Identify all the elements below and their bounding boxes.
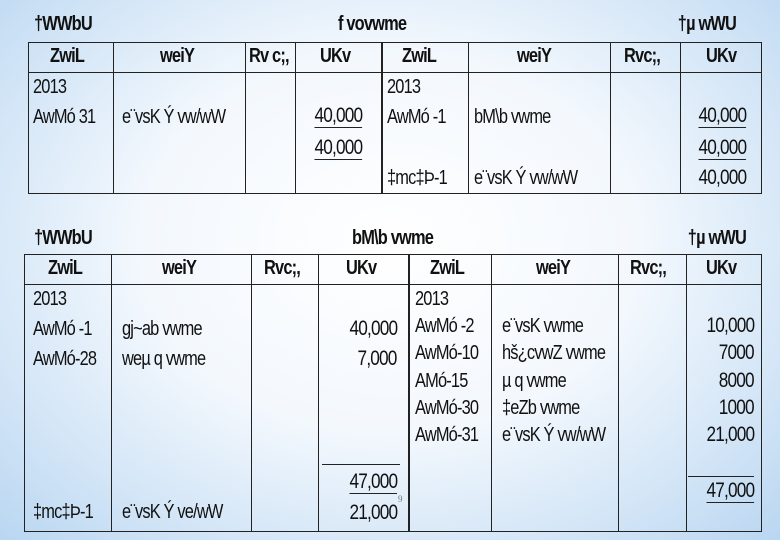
entry-amount: 1000 bbox=[718, 396, 754, 419]
entry-date: AwMó -2 bbox=[415, 315, 474, 337]
entry-amount: 40,000 bbox=[698, 104, 746, 127]
entry-amount: 10,000 bbox=[706, 314, 754, 337]
col-divider bbox=[680, 42, 681, 194]
entry-particulars: e¨vsK Ý vw/wW bbox=[502, 424, 606, 446]
entry-date: ‡mc‡Þ-1 bbox=[387, 167, 447, 189]
total-amount: 40,000 bbox=[314, 136, 362, 159]
balance-amount: 21,000 bbox=[349, 501, 397, 524]
col-divider bbox=[245, 42, 246, 194]
debit-header: †WWbU bbox=[34, 227, 92, 249]
total-rule bbox=[322, 464, 400, 465]
account-title: bM\b vwme bbox=[352, 227, 434, 249]
col-date: ZwiL bbox=[402, 45, 437, 67]
header-divider bbox=[28, 72, 762, 73]
col-amount: UKv bbox=[706, 257, 737, 279]
entry-particulars: gj~ab vwme bbox=[122, 318, 202, 340]
center-divider bbox=[408, 254, 410, 532]
entry-date: AwMó-28 bbox=[33, 348, 97, 370]
col-particulars: weiY bbox=[162, 257, 197, 279]
entry-date: AwMó-30 bbox=[415, 397, 479, 419]
col-divider bbox=[491, 254, 492, 532]
col-amount: UKv bbox=[346, 257, 377, 279]
col-divider bbox=[113, 42, 114, 194]
col-particulars: weiY bbox=[517, 45, 552, 67]
total-amount: 47,000 bbox=[349, 470, 397, 493]
page-number: 9 bbox=[398, 494, 403, 504]
credit-header: †µ wWU bbox=[677, 13, 736, 35]
entry-date: AwMó -1 bbox=[33, 318, 92, 340]
entry-particulars: e¨vsK vwme bbox=[502, 315, 584, 337]
entry-particulars: bM\b vwme bbox=[474, 106, 551, 128]
entry-date: AwMó-31 bbox=[415, 424, 479, 446]
entry-amount: 7000 bbox=[718, 341, 754, 364]
col-divider bbox=[686, 254, 687, 532]
col-divider bbox=[468, 42, 469, 194]
entry-particulars: e¨vsK Ý ve/wW bbox=[122, 501, 223, 523]
header-divider bbox=[24, 284, 762, 285]
entry-amount: 7,000 bbox=[357, 347, 397, 370]
entry-date: ‡mc‡Þ-1 bbox=[33, 501, 93, 523]
col-divider bbox=[295, 42, 296, 194]
entry-date: AMó-15 bbox=[415, 370, 468, 392]
entry-particulars: e¨vsK Ý vw/wW bbox=[474, 167, 578, 189]
col-date: ZwiL bbox=[430, 257, 465, 279]
credit-header: †µ wWU bbox=[687, 227, 746, 249]
col-divider bbox=[111, 254, 112, 532]
year: 2013 bbox=[387, 76, 421, 98]
entry-particulars: hš¿cvwZ vwme bbox=[502, 342, 606, 364]
center-divider bbox=[381, 42, 383, 194]
year: 2013 bbox=[33, 76, 67, 98]
balance-amount: 40,000 bbox=[698, 166, 746, 189]
account-title: f vovwme bbox=[338, 13, 407, 35]
entry-date: AwMó 31 bbox=[33, 106, 96, 128]
total-rule bbox=[688, 476, 754, 477]
col-date: ZwiL bbox=[50, 45, 85, 67]
col-folio: Rvc;, bbox=[624, 45, 661, 67]
entry-date: AwMó -1 bbox=[387, 106, 446, 128]
year: 2013 bbox=[33, 288, 67, 310]
col-divider bbox=[251, 254, 252, 532]
total-amount: 40,000 bbox=[698, 136, 746, 159]
balance-amount: 21,000 bbox=[706, 423, 754, 446]
col-folio: Rv c;, bbox=[249, 45, 289, 67]
entry-particulars: weµ q vwme bbox=[122, 348, 206, 370]
entry-particulars: e¨vsK Ý vw/wW bbox=[122, 106, 226, 128]
entry-date: AwMó-10 bbox=[415, 342, 479, 364]
col-folio: Rvc;, bbox=[630, 257, 667, 279]
year: 2013 bbox=[415, 288, 449, 310]
col-divider bbox=[618, 254, 619, 532]
entry-particulars: µ q vwme bbox=[502, 370, 566, 392]
debit-header: †WWbU bbox=[34, 13, 92, 35]
col-divider bbox=[610, 42, 611, 194]
col-folio: Rvc;, bbox=[264, 257, 301, 279]
col-divider bbox=[318, 254, 319, 532]
entry-amount: 40,000 bbox=[314, 104, 362, 127]
entry-amount: 8000 bbox=[718, 369, 754, 392]
col-particulars: weiY bbox=[160, 45, 195, 67]
col-amount: UKv bbox=[320, 45, 351, 67]
entry-particulars: ‡eZb vwme bbox=[502, 397, 580, 419]
col-particulars: weiY bbox=[536, 257, 571, 279]
col-date: ZwiL bbox=[48, 257, 83, 279]
entry-amount: 40,000 bbox=[349, 317, 397, 340]
total-amount: 47,000 bbox=[706, 479, 754, 502]
col-amount: UKv bbox=[706, 45, 737, 67]
